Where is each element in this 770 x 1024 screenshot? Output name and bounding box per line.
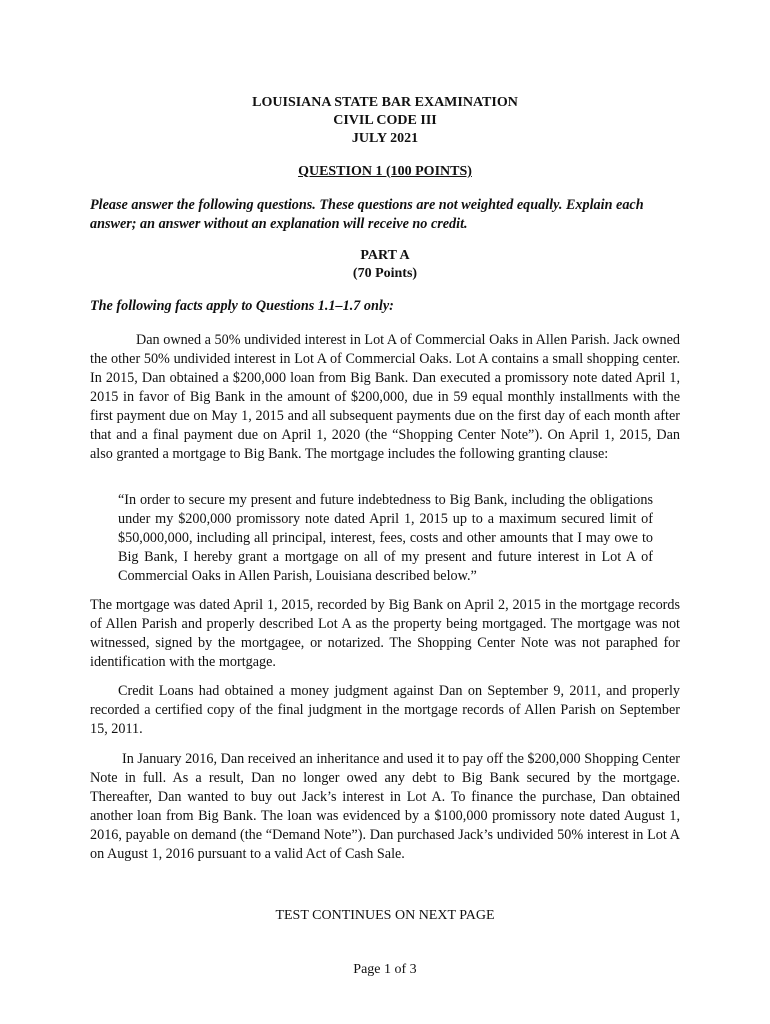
exam-date: JULY 2021 bbox=[351, 131, 419, 146]
part-points: (70 Points) bbox=[352, 266, 418, 281]
facts-intro: The following facts apply to Questions 1.1–1.7 only: bbox=[90, 298, 394, 314]
facts-paragraph-4: In January 2016, Dan received an inheritance and used it to pay off the $200,000 Shopping Center Note in full. As a result, Dan no longer owed any debt to Big Bank secured by the mortgage. Thereafter, Dan wanted to buy out Jack’s interest in Lot A. To finance the purchase, Dan obtained another loan from Big Bank. The loan was evidenced by a $100,000 promissory note dated August 1, 2016, payable on demand (the “Demand Note”). Dan purchased Jack’s undivided 50% interest in Lot A on August 1, 2016 pursuant to a valid Act of Cash Sale. bbox=[90, 751, 680, 862]
part-title: PART A bbox=[360, 248, 410, 263]
facts-paragraph-3: Credit Loans had obtained a money judgment against Dan on September 9, 2011, and properly recorded a certified copy of the final judgment in the mortgage records of Allen Parish on September 15, 2011. bbox=[90, 683, 680, 737]
facts-paragraph-1: Dan owned a 50% undivided interest in Lot A of Commercial Oaks in Allen Parish. Jack owned the other 50% undivided interest in Lot A of Commercial Oaks. Lot A contains a small shopping center. In 2015, Dan obtained a $200,000 loan from Big Bank. Dan executed a promissory note dated April 1, 2015 in favor of Big Bank in the amount of $200,000, due in 59 equal monthly installments with the first payment due on May 1, 2015 and all subsequent payments due on the first day of each month after that and a final payment due on April 1, 2020 (the “Shopping Center Note”). On April 1, 2015, Dan also granted a mortgage to Big Bank. The mortgage includes the following granting clause: bbox=[90, 332, 680, 462]
instructions: Please answer the following questions. These questions are not weighted equally. Explain each answer; an answer without an explanation will receive no credit. bbox=[90, 197, 644, 232]
granting-clause-quote: “In order to secure my present and future indebtedness to Big Bank, including the obligations under my $200,000 promissory note dated April 1, 2015 up to a maximum secured limit of $50,000,000, including all principal, interest, fees, costs and other amounts that I may owe to Big Bank, I hereby grant a mortgage on all of my present and future interest in Lot A of Commercial Oaks in Allen Parish, Louisiana described below.” bbox=[118, 492, 653, 584]
facts-paragraph-2: The mortgage was dated April 1, 2015, recorded by Big Bank on April 2, 2015 in the mortgage records of Allen Parish and properly described Lot A as the property being mortgaged. The mortgage was not witnessed, signed by the mortgagee, or notarized. The Shopping Center Note was not paraphed for identification with the mortgage. bbox=[90, 597, 680, 670]
page-number: Page 1 of 3 bbox=[353, 962, 417, 977]
question-title: QUESTION 1 (100 POINTS) bbox=[298, 164, 472, 179]
continues-notice: TEST CONTINUES ON NEXT PAGE bbox=[275, 908, 495, 923]
exam-title: LOUISIANA STATE BAR EXAMINATION bbox=[252, 95, 518, 110]
exam-subject: CIVIL CODE III bbox=[333, 113, 437, 128]
